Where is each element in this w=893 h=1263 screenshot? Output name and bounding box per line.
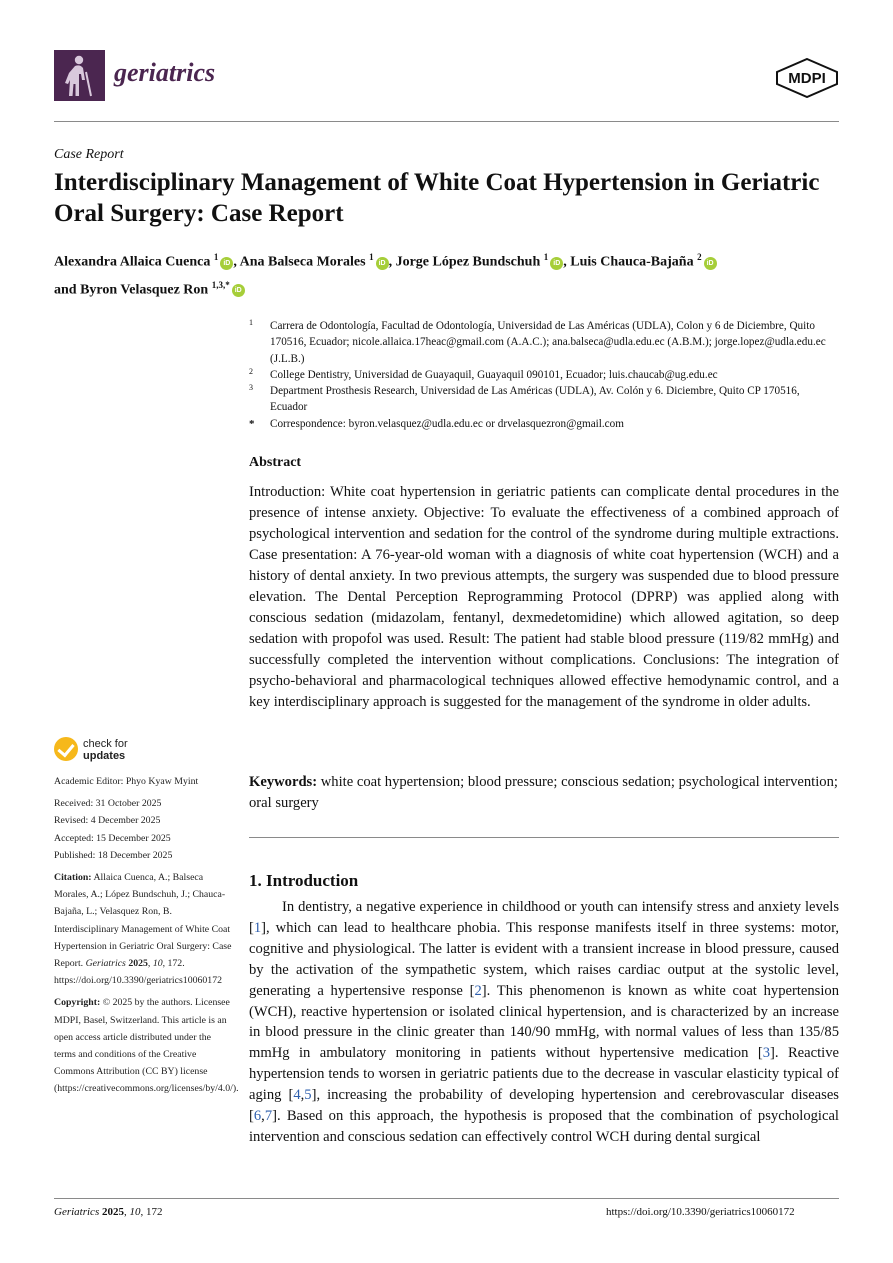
abstract-text: Introduction: White coat hypertension in geriatric patients can complicate dental procedures in the presence of intense anxiety. Objective: To evaluate the effectiveness of a combined approach of psychological intervention and sedation for the control of the syndrome during multiple extractions. Case presentation: A 76-year-old woman with a diagnosis of white coat hypertension (WCH) and a history of dental anxiety. In two previous attempts, the surgery was suspended due to blood pressure elevation. The Dental Perception Reprogramming Protocol (DPRP) was applied along with conscious sedation (midazolam, fentanyl, dexmedetomidine) which allowed agitation, so deep sedation with propofol was used. Result: The patient had stable blood pressure (119/82 mmHg) and successfully completed the intervention without complications. Conclusions: The integration of psycho-behavioral and pharmacological techniques allowed effective hemodynamic control, and a key interdisciplinary approach is suggested for the management of the syndrome in older adults.	[249, 484, 839, 710]
keywords-label: Keywords:	[249, 774, 318, 790]
journal-logo	[54, 50, 105, 101]
article-type: Case Report	[54, 147, 124, 162]
introduction-text-segment: ,	[261, 1108, 265, 1125]
affiliation-number: 3	[249, 383, 253, 393]
introduction-text	[249, 897, 839, 1148]
footer-citation: Geriatrics 2025, 10, 172	[54, 1206, 163, 1218]
footer-journal: Geriatrics	[54, 1206, 100, 1218]
accepted-date: Accepted: 15 December 2025	[54, 832, 171, 844]
reference-link[interactable]: 7	[264, 1108, 273, 1125]
elderly-person-with-cane-icon	[54, 50, 105, 101]
footer-page: 172	[145, 1206, 163, 1218]
footer-doi-link[interactable]: https://doi.org/10.3390/geriatrics10060172	[606, 1206, 795, 1218]
copyright-text: © 2025 by the authors. Licensee MDPI, Basel, Switzerland. This article is an open access article distributed under the terms and conditions of the Creative Commons Attribution (CC BY) license (https://creativecommons.org/licenses/by/4.0/).	[54, 997, 239, 1095]
article-title: Interdisciplinary Management of White Coat Hypertension in Geriatric Oral Surgery: Case Report	[54, 169, 820, 227]
reference-link[interactable]: 4	[293, 1087, 301, 1104]
author-name: Ana Balseca Morales	[239, 254, 366, 270]
author-name: Jorge López Bundschuh	[395, 254, 541, 270]
citation-doi[interactable]: , 172. https://doi.org/10.3390/geriatrics10060172	[54, 958, 222, 987]
publication-dates	[54, 795, 234, 864]
introduction-text-segment: ]. This phenomenon is known as white coat hypertension (WCH), reactive hypertension or isolated clinical hypertension, and is characterized by an increase in blood pressure in the clinic greater than 140/90 mmHg, with normal values of less than 135/85 mmHg in ambulatory monitoring in patients without hypertensive medication [	[249, 982, 839, 1062]
citation-journal: Geriatrics	[85, 958, 126, 970]
copyright	[54, 994, 239, 1097]
publisher-logo-text: MDPI	[788, 70, 826, 87]
abstract-heading: Abstract	[249, 455, 302, 470]
footer-volume: 10	[129, 1206, 141, 1218]
revised-date: Revised: 4 December 2025	[54, 815, 161, 827]
orcid-icon[interactable]: iD	[376, 257, 389, 270]
reference-link[interactable]: 1	[253, 919, 262, 936]
author-affiliation-marker: 1,3,*	[211, 279, 230, 290]
check-updates-line1: check for	[83, 738, 128, 750]
affiliation-item	[249, 383, 839, 416]
footer-divider	[54, 1198, 839, 1199]
author-separator: ,	[563, 254, 571, 270]
citation: Citation: Allaica Cuenca, A.; Balseca Morales, A.; López Bundschuh, J.; Chauca-Bajaña, L.; Velasquez Ron, B. Interdisciplinary Management of White Coat Hypertension in Geriatric Oral Surgery: Case Report. Geriatrics 2025, 10, 172. https://doi.org/10.3390/geriatrics10060172	[54, 872, 232, 987]
published-date: Published: 18 December 2025	[54, 849, 173, 861]
citation-text: Allaica Cuenca, A.; Balseca Morales, A.; López Bundschuh, J.; Chauca-Bajaña, L.; Velasquez Ron, B. Interdisciplinary Management of White Coat Hypertension in Geriatric Oral Surgery: Case Report.	[54, 872, 232, 970]
citation-volume: 10	[152, 958, 163, 970]
received-date: Received: 31 October 2025	[54, 798, 162, 810]
author-affiliation-marker: 1	[369, 252, 374, 262]
reference-link[interactable]: 2	[474, 982, 482, 999]
author-separator: ,	[388, 254, 396, 270]
introduction-text-segment: ,	[300, 1087, 305, 1104]
affiliation-text: Correspondence: byron.velasquez@udla.edu.ec or drvelasquezron@gmail.com	[270, 417, 624, 430]
orcid-icon[interactable]: iD	[550, 257, 563, 270]
author-affiliation-marker: 2	[697, 252, 702, 262]
article-info-sidebar	[54, 773, 239, 1103]
affiliation-number: 1	[249, 318, 253, 327]
introduction-text-segment: ], increasing the probability of developing hypertension and cerebrovascular diseases [	[249, 1087, 839, 1125]
citation-year: 2025	[128, 958, 148, 970]
author-name: Luis Chauca-Bajaña	[570, 254, 694, 270]
affiliation-text: Carrera de Odontología, Facultad de Odontología, Universidad de Las Américas (UDLA), Colon y 6 de Diciembre, Quito 170516, Ecuador; nicole.allaica.17heac@gmail.com (A.A.C.); ana.balseca@udla.edu.ec (A.B.M.); jorge.lopez@udla.edu.ec (J.L.B.)	[270, 320, 826, 365]
affiliation-item	[249, 367, 839, 383]
affiliation-number: 2	[249, 366, 253, 376]
affiliation-number: *	[249, 417, 255, 430]
reference-link[interactable]: 6	[253, 1108, 262, 1125]
introduction-text-segment: ], which can lead to healthcare phobia. This response manifests itself in three systems: motor, cognitive and physiological. The latter is evident with a transient increase in blood pressure, caused by the activation of the sympathetic system, which raises cardiac output at the systolic level, generating a hypertensive response [	[249, 919, 839, 999]
copyright-label: Copyright:	[54, 997, 101, 1009]
mdpi-logo	[776, 58, 838, 102]
citation-label: Citation:	[54, 872, 92, 884]
orcid-icon[interactable]: iD	[220, 257, 233, 270]
introduction-text-segment: ]. Based on this approach, the hypothesis is proposed that the combination of psychological intervention and conscious sedation can effectively control WCH during dental surgical	[249, 1108, 839, 1145]
introduction-text-segment: ]. Reactive hypertension tends to worsen in geriatric patients due to the decrease in vascular elasticity typical of aging [	[249, 1045, 839, 1104]
affiliation-item	[249, 416, 839, 432]
introduction-text-segment: In dentistry, a negative experience in childhood or youth can intensify stress and anxiety levels [	[249, 899, 839, 936]
journal-name: geriatrics	[114, 58, 216, 87]
reference-link[interactable]: 5	[304, 1087, 312, 1104]
affiliation-text: College Dentistry, Universidad de Guayaquil, Guayaquil 090101, Ecuador; luis.chaucab@ug.edu.ec	[270, 368, 718, 381]
affiliation-text: Department Prosthesis Research, Universidad de Las Américas (UDLA), Av. Colón y 6. Diciembre, Quito CP 170516, Ecuador	[270, 385, 800, 414]
author-affiliation-marker: 1	[543, 252, 549, 262]
author-name: Alexandra Allaica Cuenca	[54, 254, 211, 270]
author-affiliation-marker: 1	[213, 252, 219, 262]
author-name: and Byron Velasquez Ron	[54, 282, 209, 298]
author-list	[54, 246, 844, 301]
author-separator: ,	[233, 254, 240, 270]
header-divider	[54, 121, 839, 122]
keywords	[249, 772, 839, 814]
orcid-icon[interactable]: iD	[704, 257, 717, 270]
introduction-heading: 1. Introduction	[249, 871, 359, 890]
orcid-icon[interactable]: iD	[232, 284, 245, 297]
checkmark-icon	[54, 737, 78, 761]
keywords-text: white coat hypertension; blood pressure; conscious sedation; psychological intervention; oral surgery	[249, 774, 838, 811]
academic-editor: Academic Editor: Phyo Kyaw Myint	[54, 776, 199, 787]
affiliation-item	[249, 318, 839, 367]
section-divider	[249, 837, 839, 838]
footer-year: 2025	[101, 1206, 124, 1218]
reference-link[interactable]: 3	[762, 1045, 770, 1062]
check-updates-line2: updates	[83, 750, 126, 762]
affiliations	[249, 318, 839, 432]
